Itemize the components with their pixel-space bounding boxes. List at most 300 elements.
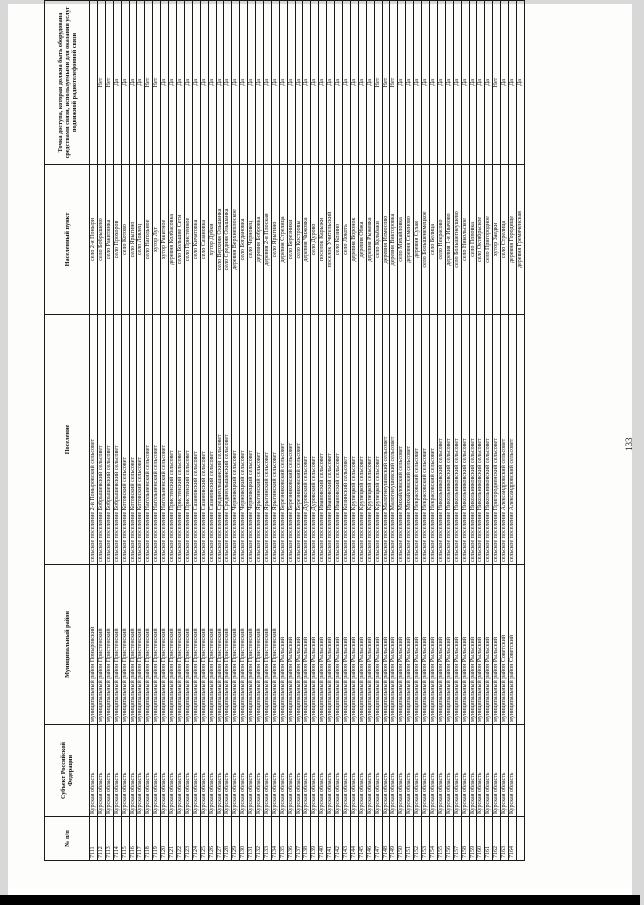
cell-access-point: Да — [453, 1, 461, 165]
cell-num: 7156 — [445, 817, 453, 861]
table-row — [129, 1, 137, 861]
cell-num: 7128 — [224, 817, 232, 861]
cell-num: 7112 — [97, 817, 105, 861]
cell-locality: село Белица — [429, 165, 437, 315]
cell-subject: Курская область — [319, 725, 327, 817]
cell-district: муниципальный район Пристенский — [161, 565, 169, 725]
cell-access-point: Да — [429, 1, 437, 165]
cell-district: муниципальный район Рыльский — [429, 565, 437, 725]
cell-district: муниципальный район Рыльский — [319, 565, 327, 725]
cell-subject: Курская область — [374, 725, 382, 817]
cell-subject: Курская область — [429, 725, 437, 817]
cell-locality: село 2-я Поныри — [90, 165, 98, 315]
cell-settlement: сельское поселение Черновецкий сельсовет — [232, 315, 240, 565]
cell-settlement: сельское поселение Дуровский сельсовет — [303, 315, 311, 565]
cell-subject: Курская область — [105, 725, 113, 817]
cell-num: 7127 — [216, 817, 224, 861]
cell-num: 7154 — [429, 817, 437, 861]
cell-access-point: Да — [366, 1, 374, 165]
cell-access-point: Да — [485, 1, 493, 165]
cell-num: 7141 — [327, 817, 335, 861]
cell-locality: село Стрелица — [501, 165, 509, 315]
cell-subject: Курская область — [184, 725, 192, 817]
cell-settlement: сельское поселение Никольниковский сельсовет — [485, 315, 493, 565]
table-row — [279, 1, 287, 861]
cell-district: муниципальный район Пристенский — [232, 565, 240, 725]
cell-access-point: Да — [216, 1, 224, 165]
cell-district: муниципальный район Пристенский — [169, 565, 177, 725]
cell-settlement: сельское поселение Пристенский сельсовет — [184, 315, 192, 565]
table-row — [137, 1, 145, 861]
cell-num: 7119 — [153, 817, 161, 861]
cell-district: муниципальный район Рыльский — [398, 565, 406, 725]
cell-num: 7161 — [485, 817, 493, 861]
table-row — [105, 1, 113, 861]
cell-access-point: Нет — [374, 1, 382, 165]
cell-locality: село Пристенное — [184, 165, 192, 315]
table-row — [192, 1, 200, 861]
cell-locality: деревня Семеново — [406, 165, 414, 315]
table-row — [248, 1, 256, 861]
table-row — [382, 1, 390, 861]
table-row — [414, 1, 422, 861]
cell-subject: Курская область — [437, 725, 445, 817]
cell-locality: село Верхняя Ольшанка — [216, 165, 224, 315]
cell-settlement: сельское поселение Никольниковский сельсовет — [477, 315, 485, 565]
cell-access-point: Да — [121, 1, 129, 165]
cell-num: 7134 — [271, 817, 279, 861]
cell-district: муниципальный район Пристенский — [153, 565, 161, 725]
cell-settlement: сельское поселение Сазановский сельсовет — [200, 315, 208, 565]
cell-locality: село Большенемецкое — [422, 165, 430, 315]
cell-district: муниципальный район Рыльский — [366, 565, 374, 725]
cell-subject: Курская область — [263, 725, 271, 817]
cell-locality: село Ярыгино — [129, 165, 137, 315]
cell-locality: село Сазановка — [200, 165, 208, 315]
table-row — [263, 1, 271, 861]
cell-num: 7136 — [287, 817, 295, 861]
table-row — [303, 1, 311, 861]
cell-settlement: сельское поселение Никольниковский сельсовет — [445, 315, 453, 565]
table-row — [453, 1, 461, 861]
table-row — [445, 1, 453, 861]
cell-district: муниципальный район Пристенский — [121, 565, 129, 725]
cell-settlement: сельское поселение Никольниковский сельсовет — [437, 315, 445, 565]
cell-settlement: сельское поселение Ивановский сельсовет — [335, 315, 343, 565]
cell-locality: деревня Гремяченская — [516, 165, 524, 315]
cell-access-point: Да — [437, 1, 445, 165]
cell-access-point: Да — [319, 1, 327, 165]
cell-num: 7138 — [303, 817, 311, 861]
cell-locality: село Козино — [335, 165, 343, 315]
cell-settlement: сельское поселение Никольниковский сельсовет — [453, 315, 461, 565]
cell-subject: Курская область — [200, 725, 208, 817]
table-row — [121, 1, 129, 861]
cell-subject: Курская область — [176, 725, 184, 817]
cell-locality: село Костровы — [295, 165, 303, 315]
cell-subject: Курская область — [161, 725, 169, 817]
cell-access-point: Да — [256, 1, 264, 165]
cell-access-point: Нет — [145, 1, 153, 165]
table-row — [256, 1, 264, 861]
cell-locality: деревня 1-я Ивачово — [445, 165, 453, 315]
table-row — [358, 1, 366, 861]
cell-district: муниципальный район Пристенский — [200, 565, 208, 725]
cell-num: 7150 — [398, 817, 406, 861]
cell-num: 7126 — [208, 817, 216, 861]
cell-subject: Курская область — [224, 725, 232, 817]
cell-district: муниципальный район Пристенский — [224, 565, 232, 725]
cell-num: 7120 — [161, 817, 169, 861]
cell-locality: село Средняя Ольшанка — [224, 165, 232, 315]
cell-num: 7151 — [406, 817, 414, 861]
cell-district: муниципальный район Пристенский — [248, 565, 256, 725]
cell-subject: Курская область — [145, 725, 153, 817]
cell-district: муниципальный район Пристенский — [105, 565, 113, 725]
cell-access-point: Да — [406, 1, 414, 165]
cell-num: 7131 — [248, 817, 256, 861]
cell-access-point: Да — [311, 1, 319, 165]
cell-subject: Курская область — [390, 725, 398, 817]
cell-locality: хутор Луг — [153, 165, 161, 315]
cell-access-point: Да — [176, 1, 184, 165]
cell-locality: деревня 2-я Плоская — [263, 165, 271, 315]
cell-subject: Курская область — [90, 725, 98, 817]
cell-settlement: сельское поселение Котовский сельсовет — [121, 315, 129, 565]
cell-num: 7153 — [422, 817, 430, 861]
cell-district: муниципальный район Рыльский — [295, 565, 303, 725]
cell-num: 7158 — [461, 817, 469, 861]
cell-district: муниципальный район Пристенский — [129, 565, 137, 725]
cell-settlement: сельское поселение Некрасовский сельсовет — [429, 315, 437, 565]
cell-settlement: сельское поселение Среднеольшанский сельсовет — [224, 315, 232, 565]
cell-settlement: сельское поселение Березниковский сельсовет — [287, 315, 295, 565]
cell-num: 7143 — [343, 817, 351, 861]
cell-locality: село Ярыгино — [271, 165, 279, 315]
cell-num: 7142 — [335, 817, 343, 861]
cell-locality: деревня Рыжевка — [366, 165, 374, 315]
cell-settlement: сельское поселение Пристенский сельсовет — [176, 315, 184, 565]
cell-subject: Курская область — [366, 725, 374, 817]
cell-subject: Курская область — [485, 725, 493, 817]
cell-access-point: Да — [509, 1, 517, 165]
cell-subject: Курская область — [240, 725, 248, 817]
cell-access-point: Да — [303, 1, 311, 165]
header-subject: Субъект Российской Федерации — [45, 725, 90, 817]
cell-settlement: сельское поселение Березниковский сельсовет — [295, 315, 303, 565]
cell-locality: село Березники — [287, 165, 295, 315]
table-row — [287, 1, 295, 861]
cell-district: муниципальный район Пристенский — [184, 565, 192, 725]
cell-subject: Курская область — [153, 725, 161, 817]
cell-access-point: Да — [358, 1, 366, 165]
cell-subject: Курская область — [216, 725, 224, 817]
cell-subject: Курская область — [208, 725, 216, 817]
cell-subject: Курская область — [406, 725, 414, 817]
cell-settlement: сельское поселение Крупецкой сельсовет — [366, 315, 374, 565]
scan-bottom-edge — [0, 895, 640, 905]
cell-access-point: Да — [263, 1, 271, 165]
cell-district: муниципальный район Рыльский — [469, 565, 477, 725]
cell-district: муниципальный район Рыльский — [437, 565, 445, 725]
cell-settlement: сельское поселение Бобрышевский сельсовет — [113, 315, 121, 565]
cell-access-point: Да — [501, 1, 509, 165]
cell-locality: поселок Учительский — [327, 165, 335, 315]
table-row — [422, 1, 430, 861]
cell-locality: село Черновец — [248, 165, 256, 315]
table-row — [398, 1, 406, 861]
cell-settlement: сельское поселение Ярыгинский сельсовет — [256, 315, 264, 565]
cell-settlement: сельское поселение Котовский сельсовет — [137, 315, 145, 565]
cell-access-point: Нет — [97, 1, 105, 165]
cell-locality: село Большие Сети — [176, 165, 184, 315]
cell-locality: село Ловлец — [137, 165, 145, 315]
cell-access-point: Нет — [382, 1, 390, 165]
cell-num: 7164 — [509, 817, 517, 861]
cell-settlement: сельское поселение 2-й Поныровский сельсовет — [90, 315, 98, 565]
table-row — [501, 1, 509, 861]
cell-district: муниципальный район Рыльский — [477, 565, 485, 725]
cell-subject: Курская область — [422, 725, 430, 817]
rotated-content — [44, 1, 644, 861]
cell-district: муниципальный район Пристенский — [137, 565, 145, 725]
table-row — [97, 1, 105, 861]
cell-locality: село Некрасово — [437, 165, 445, 315]
cell-subject: Курская область — [343, 725, 351, 817]
cell-district: муниципальный район Пристенский — [263, 565, 271, 725]
cell-locality: село Ракитинка — [105, 165, 113, 315]
cell-settlement: сельское поселение Сазановский сельсовет — [192, 315, 200, 565]
table-row — [437, 1, 445, 861]
cell-locality: деревня Городище — [509, 165, 517, 315]
cell-access-point: Да — [113, 1, 121, 165]
table-row — [406, 1, 414, 861]
cell-district: муниципальный район Рыльский — [406, 565, 414, 725]
cell-district: муниципальный район Пристенский — [145, 565, 153, 725]
header-access-point: Точка доступа, которая должна быть оборудована средствами связи, используемыми для оказания услуг подвижной радиотелефонной связи — [45, 1, 90, 165]
cell-subject: Курская область — [137, 725, 145, 817]
table-body — [90, 1, 525, 861]
cell-district: муниципальный район Рыльский — [414, 565, 422, 725]
table-row — [232, 1, 240, 861]
cell-locality: село Пригородное — [485, 165, 493, 315]
cell-access-point: Да — [398, 1, 406, 165]
cell-access-point: Да — [137, 1, 145, 165]
cell-num: 7140 — [319, 817, 327, 861]
cell-settlement: сельское поселение Березниковский сельсовет — [279, 315, 287, 565]
cell-district: муниципальный район Рыльский — [303, 565, 311, 725]
cell-settlement: сельское поселение Крупецкой сельсовет — [350, 315, 358, 565]
table-row — [493, 1, 501, 861]
cell-access-point: Да — [208, 1, 216, 165]
cell-district: муниципальный район Рыльский — [493, 565, 501, 725]
cell-district: муниципальный район Рыльский — [422, 565, 430, 725]
table-row — [145, 1, 153, 861]
cell-settlement: сельское поселение Ярыгинский сельсовет — [271, 315, 279, 565]
cell-access-point: Да — [279, 1, 287, 165]
cell-locality: село Богдановка — [240, 165, 248, 315]
cell-access-point: Да — [414, 1, 422, 165]
cell-district: муниципальный район Рыльский — [335, 565, 343, 725]
cell-access-point: Да — [350, 1, 358, 165]
cell-locality: хутор Ракитное — [161, 165, 169, 315]
cell-access-point — [90, 1, 98, 165]
cell-settlement: сельское поселение Александровский сельсовет — [509, 315, 517, 565]
table-row — [319, 1, 327, 861]
table-row — [469, 1, 477, 861]
cell-settlement: сельское поселение Бобрышевский сельсовет — [97, 315, 105, 565]
cell-subject: Курская область — [493, 725, 501, 817]
cell-district: муниципальный район Рыльский — [279, 565, 287, 725]
cell-access-point: Да — [161, 1, 169, 165]
cell-district: муниципальный район Пристенский — [271, 565, 279, 725]
cell-access-point: Да — [335, 1, 343, 165]
cell-subject: Курская область — [121, 725, 129, 817]
cell-subject: Курская область — [327, 725, 335, 817]
table-row — [216, 1, 224, 861]
cell-num: 7159 — [469, 817, 477, 861]
cell-access-point: Да — [248, 1, 256, 165]
cell-subject: Курская область — [129, 725, 137, 817]
cell-locality: хутор Дубки — [208, 165, 216, 315]
cell-settlement: сельское поселение Некрасовский сельсовет — [414, 315, 422, 565]
cell-num: 7121 — [169, 817, 177, 861]
cell-district: муниципальный район Поныровский — [90, 565, 98, 725]
cell-num: 7139 — [311, 817, 319, 861]
scanned-page — [8, 4, 632, 901]
cell-locality: деревня Бобровка — [256, 165, 264, 315]
cell-num: 7155 — [437, 817, 445, 861]
cell-subject: Курская область — [453, 725, 461, 817]
table-row — [90, 1, 98, 861]
table-row — [176, 1, 184, 861]
cell-subject: Курская область — [509, 725, 517, 817]
cell-access-point: Нет — [105, 1, 113, 165]
cell-settlement: сельское поселение Никольниковский сельсовет — [469, 315, 477, 565]
table-row — [113, 1, 121, 861]
cell-num: 7133 — [263, 817, 271, 861]
table-row — [295, 1, 303, 861]
cell-settlement: сельское поселение Бобрышевский сельсовет — [105, 315, 113, 565]
table-row — [153, 1, 161, 861]
header-settlement: Поселение — [45, 315, 90, 565]
cell-access-point: Да — [129, 1, 137, 165]
cell-settlement: сельское поселение Ивановский сельсовет — [319, 315, 327, 565]
cell-subject: Курская область — [358, 725, 366, 817]
table-row — [169, 1, 177, 861]
cell-settlement: сельское поселение Нагольненский сельсовет — [161, 315, 169, 565]
cell-settlement: сельское поселение Малогнеушевский сельсовет — [382, 315, 390, 565]
cell-locality: деревня Колбасовка — [169, 165, 177, 315]
cell-district: муниципальный район Рыльский — [445, 565, 453, 725]
cell-settlement: сельское поселение Черновецкий сельсовет — [248, 315, 256, 565]
cell-subject: Курская область — [398, 725, 406, 817]
cell-locality: деревня Верхнеплоское — [232, 165, 240, 315]
cell-subject: Курская область — [311, 725, 319, 817]
cell-num: 7149 — [390, 817, 398, 861]
cell-num: 7122 — [176, 817, 184, 861]
data-table — [44, 0, 525, 861]
table-row — [390, 1, 398, 861]
cell-settlement — [516, 315, 524, 565]
cell-subject: Курская область — [248, 725, 256, 817]
cell-locality: деревня Чижовка — [303, 165, 311, 315]
cell-subject: Курская область — [477, 725, 485, 817]
cell-subject: Курская область — [287, 725, 295, 817]
cell-access-point: Да — [327, 1, 335, 165]
cell-num: 7160 — [477, 817, 485, 861]
header-row — [45, 1, 90, 861]
cell-district: муниципальный район Рыльский — [382, 565, 390, 725]
cell-access-point: Да — [422, 1, 430, 165]
cell-district: муниципальный район Рыльский — [374, 565, 382, 725]
cell-subject: Курская область — [350, 725, 358, 817]
cell-district: муниципальный район Пристенский — [97, 565, 105, 725]
cell-subject: Курская область — [501, 725, 509, 817]
cell-subject: Курская область — [335, 725, 343, 817]
page-number: 133 — [624, 437, 634, 451]
table-row — [374, 1, 382, 861]
table-row — [161, 1, 169, 861]
cell-access-point: Да — [271, 1, 279, 165]
cell-locality: село Нагольное — [145, 165, 153, 315]
cell-access-point: Да — [343, 1, 351, 165]
cell-num: 7115 — [121, 817, 129, 861]
cell-district: муниципальный район Пристенский — [208, 565, 216, 725]
cell-num: 7163 — [501, 817, 509, 861]
cell-subject: Курская область — [382, 725, 390, 817]
cell-settlement: сельское поселение Ярыгинский сельсовет — [263, 315, 271, 565]
cell-settlement: сельское поселение Пристенский сельсовет — [169, 315, 177, 565]
cell-subject: Курская область — [113, 725, 121, 817]
cell-access-point: Нет — [153, 1, 161, 165]
cell-district: муниципальный район Рыльский — [327, 565, 335, 725]
cell-subject: Курская область — [469, 725, 477, 817]
cell-num: 7118 — [145, 817, 153, 861]
cell-district: муниципальный район Пристенский — [256, 565, 264, 725]
table-row — [485, 1, 493, 861]
cell-district: муниципальный район Рыльский — [461, 565, 469, 725]
cell-num: 7116 — [129, 817, 137, 861]
cell-num: 7145 — [358, 817, 366, 861]
cell-access-point: Да — [192, 1, 200, 165]
table-row — [350, 1, 358, 861]
cell-locality: деревня Воронок — [350, 165, 358, 315]
cell-num: 7162 — [493, 817, 501, 861]
table-row — [184, 1, 192, 861]
cell-settlement: сельское поселение Михайловский сельсовет — [406, 315, 414, 565]
cell-num: 7124 — [192, 817, 200, 861]
cell-subject: Курская область — [445, 725, 453, 817]
cell-subject: Курская область — [303, 725, 311, 817]
cell-subject: Курская область — [256, 725, 264, 817]
cell-num: 7146 — [366, 817, 374, 861]
cell-locality: хутор Заедки — [493, 165, 501, 315]
cell-num: 7152 — [414, 817, 422, 861]
table-row — [343, 1, 351, 861]
cell-access-point: Да — [232, 1, 240, 165]
cell-num: 7135 — [279, 817, 287, 861]
cell-settlement: сельское поселение Дуровский сельсовет — [311, 315, 319, 565]
cell-access-point: Да — [445, 1, 453, 165]
cell-num: 7130 — [240, 817, 248, 861]
cell-district: муниципальный район Рыльский — [453, 565, 461, 725]
cell-access-point: Да — [287, 1, 295, 165]
cell-district — [516, 565, 524, 725]
cell-subject — [516, 725, 524, 817]
cell-subject: Курская область — [461, 725, 469, 817]
cell-num: 7123 — [184, 817, 192, 861]
